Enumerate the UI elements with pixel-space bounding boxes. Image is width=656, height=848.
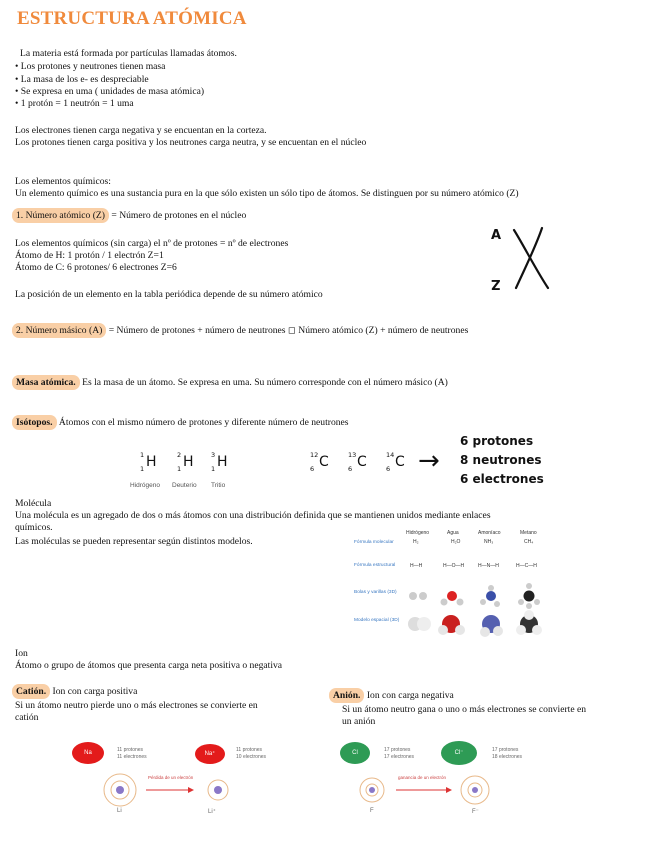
ball-stick-models [405,582,555,612]
sodium-ion: Na⁺ [195,744,225,764]
atomic-mass-label: Masa atómica. [12,375,80,390]
isotope-hydrogen-3: 3 1 H [211,451,228,473]
isotope-caption: Tritio [211,482,226,489]
molecule-desc: químicos. [15,522,53,533]
cation-right-info: 10 electrones [236,754,267,760]
atomic-number-detail: Átomo de C: 6 protones/ 6 electrones Z=6 [15,262,177,273]
isotope-carbon-13: 13 6 C [348,451,367,473]
cation-bottom-right: Li⁺ [208,809,216,815]
table-structural: H—H [410,563,423,569]
mass-number-line [12,325,468,337]
ion-desc: Átomo o grupo de átomos que presenta carga neta positiva o negativa [15,660,283,671]
table-col-header: Amoníaco [478,530,501,536]
cation-left-info: 11 electrones [117,754,147,760]
cation-def: Ion con carga positiva [50,686,138,697]
table-col-header: Metano [520,530,537,536]
isotope-note: 6 protones [460,434,534,448]
cation-desc: catión [15,712,39,723]
charge-line: Los electrones tienen carga negativa y se encuentan en la corteza. [15,125,267,136]
isotope-carbon-12: 12 6 C [310,451,329,473]
table-formula: CH₄ [524,539,534,545]
atomic-number-def: = Número de protones en el núcleo [108,210,247,221]
intro-bullet: • Se expresa en uma ( unidades de masa atómica) [15,86,205,97]
mass-number-def: = Número de protones + número de neutrones ◻ Número atómico (Z) + número de neutrones [106,325,469,336]
anion-right-info: 17 protones [492,747,519,753]
table-structural: H—C—H [516,563,537,569]
isotope-note: 8 neutrones [460,453,542,467]
anion-left-info: 17 electrones [384,754,415,760]
cation-arrow-label: Pérdida de un electrón [148,775,194,780]
isotope-carbon-14: 14 6 C [386,451,405,473]
isotope-hydrogen-2: 2 1 H [177,451,194,473]
sketch-letter-z: Z [491,276,501,291]
page-title: ESTRUCTURA ATÓMICA [17,8,247,29]
anion-label: Anión. [329,688,364,703]
table-structural: H—N—H [478,563,499,569]
anion-arrow-label: ganancia de un electrón [398,775,447,780]
isotopes-line [12,417,349,429]
table-col-header: Hidrógeno [406,530,430,536]
molecule-heading: Molécula [15,498,52,509]
molecule-desc: Una molécula es un agregado de dos o más átomos con una distribución definida que se mantienen unidos mediante enlaces [15,510,491,521]
intro-bullet: • La masa de los e- es despreciable [15,74,149,85]
isotope-hydrogen-1: 1 1 H [140,451,157,473]
atomic-mass-line [12,377,448,389]
cation-line [12,686,137,698]
elements-desc: Un elemento químico es una sustancia pura en la que sólo existen un sólo tipo de átomos. Se distinguen por su número atómico (Z) [15,188,519,199]
molecule-models-note: Las moléculas se pueden representar según distintos modelos. [15,536,253,547]
space-filling-models [405,610,555,640]
atomic-number-detail: Átomo de H: 1 protón / 1 electrón Z=1 [15,250,164,261]
table-structural: H—O—H [443,563,465,569]
anion-desc: Si un átomo neutro gana o uno o más electrones se convierte en [342,704,587,715]
cation-right-info: 11 protones [236,747,263,753]
atomic-number-line [12,210,246,222]
table-row-label: Bolas y varillas (3D) [354,590,397,595]
periodic-position-note: La posición de un elemento en la tabla periódica depende de su número atómico [15,289,323,300]
cation-label: Catión. [12,684,50,699]
isotope-note: 6 electrones [460,472,544,486]
ion-heading: Ion [15,648,28,659]
chlorine-atom: Cl [340,742,370,764]
anion-right-info: 18 electrones [492,754,523,760]
table-formula: H₂O [451,539,461,545]
atomic-mass-def: Es la masa de un átomo. Se expresa en uma. Su número corresponde con el número másico (A) [79,377,448,388]
table-formula: NH₃ [484,539,494,545]
isotope-caption: Deuterio [172,482,197,489]
anion-def: Ion con carga negativa [364,690,454,701]
isotopes-label: Isótopos. [12,415,57,430]
mass-number-label: 2. Número másico (A) [12,323,106,338]
table-formula: H₂ [413,539,419,545]
intro-bullet: • 1 protón = 1 neutrón = 1 uma [15,98,134,109]
anion-line [329,690,454,702]
charge-line: Los protones tienen carga positiva y los neutrones carga neutra, y se encuentan en el núcleo [15,137,367,148]
sketch-letter-a: A [491,228,502,243]
table-row-label: Fórmula molecular [354,540,394,545]
atomic-number-label: 1. Número atómico (Z) [12,208,109,223]
sodium-atom: Na [72,742,104,764]
table-row-label: Modelo espacial (3D) [354,618,400,623]
sketch-cross-icon [508,226,552,292]
arrow-right-icon: → [418,446,440,476]
anion-desc: un anión [342,716,376,727]
intro-bullet: • Los protones y neutrones tienen masa [15,61,166,72]
isotopes-def: Átomos con el mismo número de protones y diferente número de neutrones [56,417,349,428]
anion-left-info: 17 protones [384,747,411,753]
isotope-caption: Hidrógeno [130,482,160,489]
table-row-label: Fórmula estructural [354,563,396,568]
anion-bottom-left: F [370,808,374,814]
chlorine-ion: Cl⁻ [441,741,477,765]
cation-left-info: 11 protones [117,747,144,753]
cation-desc: Si un átomo neutro pierde uno o más electrones se convierte en [15,700,258,711]
elements-heading: Los elementos químicos: [15,176,111,187]
anion-bottom-right: F⁻ [472,809,479,815]
atomic-number-detail: Los elementos químicos (sin carga) el nº de protones = nº de electrones [15,238,289,249]
table-col-header: Agua [447,530,459,536]
molecule-models-table [350,530,560,640]
intro-line: La materia está formada por partículas llamadas átomos. [20,48,237,59]
cation-bottom-left: Li [117,808,122,814]
